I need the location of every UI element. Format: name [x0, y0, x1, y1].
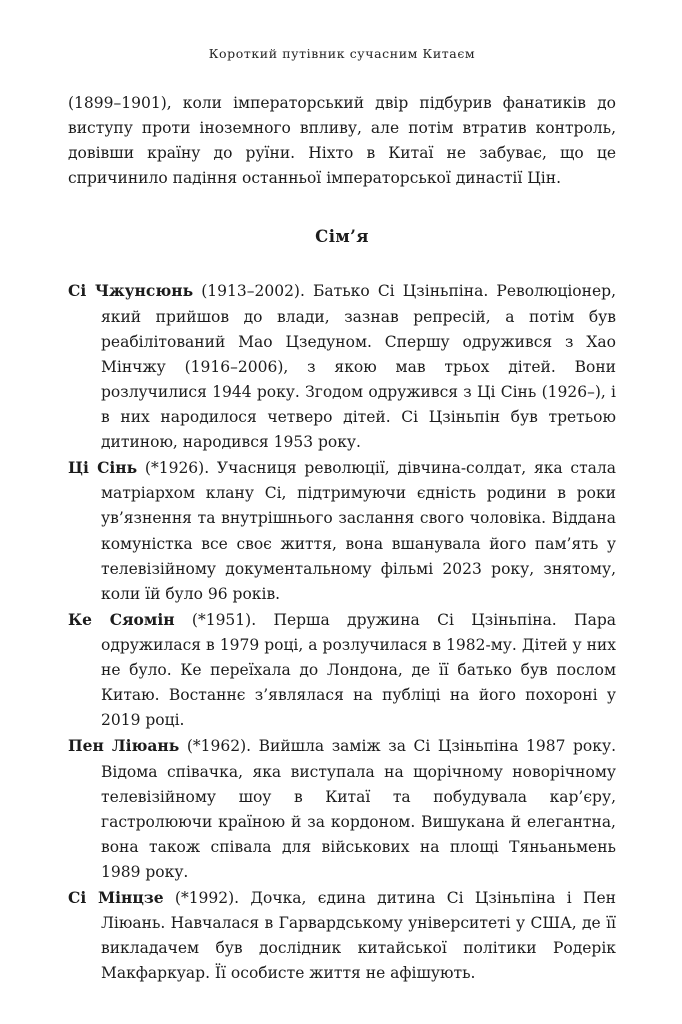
- family-entry: [68, 733, 616, 885]
- intro-paragraph: (1899–1901), коли імператорський двір підбурив фанатиків до виступу проти іноземного впливу, але потім втратив контроль, довівши країну до руїни. Ніхто в Китаї не забуває, що це спричинило падіння останньої імператорської династії Цін.: [68, 94, 616, 188]
- entry-name: Пен Ліюань: [68, 736, 180, 756]
- entry-name: Сі Мінцзе: [68, 888, 164, 908]
- entry-name: Сі Чжунсюнь: [68, 281, 194, 301]
- entry-text: (*1926). Учасниця революції, дівчина-солдат, яка стала матріархом клану Сі, підтримуючи єдність родини в роки ув’язнення та внутрішнього заслання свого чоловіка. Віддана комуністка все своє життя, вона вшанувала його пам’ять у телевізійному документальному фільмі 2023 року, знятому, коли їй було 96 років.: [101, 459, 616, 603]
- entry-text: (*1992). Дочка, єдина дитина Сі Цзіньпіна і Пен Ліюань. Навчалася в Гарвардському університеті у США, де її викладачем був дослідник китайської політики Родерік Макфаркуар. Її особисте життя не афішують.: [101, 889, 617, 983]
- entry-name: Ке Сяомін: [68, 609, 175, 629]
- entry-text: (1913–2002). Батько Сі Цзіньпіна. Революціонер, який прийшов до влади, зазнав репресій, а потім був реабілітований Мао Цзедуном. Спершу одружився з Хао Мінчжу (1916–2006), з якою мав трьох дітей. Вони розлучилися 1944 року. Згодом одружився з Ці Сінь (1926–), і в них народилося четверо дітей. Сі Цзіньпін був третьою дитиною, народився 1953 року.: [101, 282, 616, 452]
- family-entry: [68, 455, 616, 607]
- entry-name: Ці Сінь: [68, 458, 138, 478]
- entry-text: (*1951). Перша дружина Сі Цзіньпіна. Пара одружилася в 1979 році, а розлучилася в 1982-му. Дітей у них не було. Ке переїхала до Лондона, де її батько був послом Китаю. Востаннє з’являлася на публіці на його похороні у 2019 році.: [101, 610, 616, 730]
- family-entries-list: [68, 278, 616, 986]
- family-entry: [68, 607, 616, 734]
- section-heading-family: Сім’я: [315, 227, 369, 247]
- family-entry: [68, 885, 616, 986]
- family-entry: [68, 278, 616, 455]
- entry-text: (*1962). Вийшла заміж за Сі Цзіньпіна 1987 року. Відома співачка, яка виступала на щорічному новорічному телевізійному шоу в Китаї та побудувала кар’єру, гастролюючи країною й за кордоном. Вишукана й елегантна, вона також співала для військових на площі Тяньаньмень 1989 року.: [101, 737, 616, 881]
- running-header: Короткий путівник сучасним Китаєм: [208, 46, 476, 61]
